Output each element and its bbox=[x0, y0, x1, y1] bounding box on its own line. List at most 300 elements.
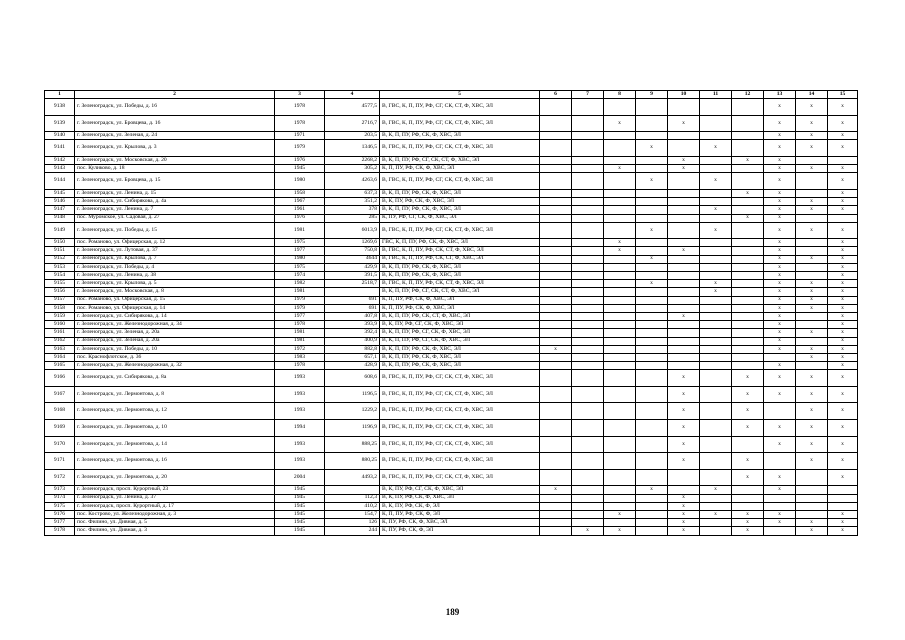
mark-cell-col8: x bbox=[604, 239, 636, 247]
mark-cell-col15: x bbox=[828, 206, 858, 214]
mark-cell-col14: x bbox=[796, 198, 828, 206]
row-id-cell: 9173 bbox=[45, 486, 75, 494]
table-row bbox=[45, 370, 858, 387]
utilities-cell: В, ГВС, К, П, ПУ, РФ, СГ, СК, СТ, Ф, ХВС, ЭЛ bbox=[380, 115, 540, 132]
mark-cell-col12: x bbox=[732, 453, 764, 470]
mark-cell-col12 bbox=[732, 362, 764, 370]
mark-cell-col11 bbox=[700, 214, 732, 222]
mark-cell-col10: x bbox=[668, 527, 700, 535]
mark-cell-col12 bbox=[732, 132, 764, 140]
mark-cell-col6 bbox=[540, 519, 572, 527]
mark-cell-col15 bbox=[828, 486, 858, 494]
table-row bbox=[45, 353, 858, 361]
mark-cell-col14 bbox=[796, 263, 828, 271]
mark-cell-col14: x bbox=[796, 115, 828, 132]
year-cell: 1977 bbox=[275, 247, 325, 255]
mark-cell-col14 bbox=[796, 189, 828, 197]
table-row bbox=[45, 280, 858, 288]
mark-cell-col12 bbox=[732, 353, 764, 361]
mark-cell-col7: x bbox=[572, 527, 604, 535]
mark-cell-col7 bbox=[572, 222, 604, 239]
mark-cell-col10 bbox=[668, 140, 700, 157]
table-row bbox=[45, 263, 858, 271]
mark-cell-col13: x bbox=[764, 469, 796, 486]
mark-cell-col7 bbox=[572, 370, 604, 387]
mark-cell-col10 bbox=[668, 362, 700, 370]
utilities-cell: В, ГВС, К, П, ПУ, РФ, СК, СГ, Ф, ХВС, ЭЛ bbox=[380, 255, 540, 263]
mark-cell-col11 bbox=[700, 519, 732, 527]
mark-cell-col11 bbox=[700, 494, 732, 502]
mark-cell-col13: x bbox=[764, 321, 796, 329]
mark-cell-col14 bbox=[796, 469, 828, 486]
mark-cell-col13: x bbox=[764, 519, 796, 527]
table-row bbox=[45, 469, 858, 486]
mark-cell-col14 bbox=[796, 486, 828, 494]
mark-cell-col9 bbox=[636, 189, 668, 197]
table-row bbox=[45, 403, 858, 420]
mark-cell-col8 bbox=[604, 362, 636, 370]
mark-cell-col7 bbox=[572, 494, 604, 502]
mark-cell-col6 bbox=[540, 280, 572, 288]
mark-cell-col9 bbox=[636, 247, 668, 255]
mark-cell-col9: x bbox=[636, 486, 668, 494]
mark-cell-col7 bbox=[572, 337, 604, 345]
table-row bbox=[45, 486, 858, 494]
table-row bbox=[45, 272, 858, 280]
mark-cell-col11: x bbox=[700, 280, 732, 288]
mark-cell-col8 bbox=[604, 453, 636, 470]
mark-cell-col9 bbox=[636, 132, 668, 140]
mark-cell-col15: x bbox=[828, 329, 858, 337]
year-cell: 1981 bbox=[275, 222, 325, 239]
mark-cell-col9 bbox=[636, 370, 668, 387]
mark-cell-col8 bbox=[604, 280, 636, 288]
area-cell: 880,25 bbox=[325, 453, 380, 470]
mark-cell-col14 bbox=[796, 272, 828, 280]
mark-cell-col11 bbox=[700, 436, 732, 453]
mark-cell-col15: x bbox=[828, 198, 858, 206]
year-cell: 1958 bbox=[275, 189, 325, 197]
mark-cell-col8 bbox=[604, 436, 636, 453]
mark-cell-col7 bbox=[572, 386, 604, 403]
year-cell: 1967 bbox=[275, 198, 325, 206]
mark-cell-col10: x bbox=[668, 156, 700, 164]
area-cell: 6013,9 bbox=[325, 222, 380, 239]
row-id-cell: 9153 bbox=[45, 263, 75, 271]
mark-cell-col12: x bbox=[732, 519, 764, 527]
mark-cell-col8 bbox=[604, 345, 636, 353]
mark-cell-col13 bbox=[764, 494, 796, 502]
mark-cell-col14 bbox=[796, 511, 828, 519]
mark-cell-col8 bbox=[604, 132, 636, 140]
mark-cell-col6 bbox=[540, 337, 572, 345]
mark-cell-col6: x bbox=[540, 486, 572, 494]
mark-cell-col14 bbox=[796, 362, 828, 370]
area-cell: 637,3 bbox=[325, 189, 380, 197]
mark-cell-col12: x bbox=[732, 386, 764, 403]
table-row bbox=[45, 214, 858, 222]
address-cell: г. Зеленоградск, ул. Лермонтова, д. 16 bbox=[75, 453, 275, 470]
mark-cell-col10 bbox=[668, 296, 700, 304]
mark-cell-col13: x bbox=[764, 329, 796, 337]
mark-cell-col11 bbox=[700, 296, 732, 304]
mark-cell-col15: x bbox=[828, 519, 858, 527]
mark-cell-col7 bbox=[572, 198, 604, 206]
utilities-cell: В, К, ПУ, РФ, СК, Ф, ХВС, ЭЛ bbox=[380, 198, 540, 206]
mark-cell-col8: x bbox=[604, 165, 636, 173]
mark-cell-col8 bbox=[604, 206, 636, 214]
table-row bbox=[45, 502, 858, 510]
mark-cell-col6 bbox=[540, 312, 572, 320]
address-cell: г. Зеленоградск, ул. Ленина, д. 7 bbox=[75, 206, 275, 214]
mark-cell-col12: x bbox=[732, 403, 764, 420]
mark-cell-col10: x bbox=[668, 494, 700, 502]
mark-cell-col7 bbox=[572, 321, 604, 329]
mark-cell-col14: x bbox=[796, 403, 828, 420]
year-cell: 1945 bbox=[275, 527, 325, 535]
table-row bbox=[45, 337, 858, 345]
mark-cell-col14: x bbox=[796, 420, 828, 437]
mark-cell-col15: x bbox=[828, 304, 858, 312]
mark-cell-col15: x bbox=[828, 527, 858, 535]
mark-cell-col7 bbox=[572, 132, 604, 140]
utilities-cell: В, К, ПУ, РФ, СГ, СК, Ф, ХВС, ЭЛ bbox=[380, 486, 540, 494]
address-cell: г. Зеленоградск, ул. Сибирякова, д. 4а bbox=[75, 198, 275, 206]
mark-cell-col11 bbox=[700, 321, 732, 329]
mark-cell-col8 bbox=[604, 189, 636, 197]
mark-cell-col10 bbox=[668, 214, 700, 222]
utilities-cell: В, К, П, ПУ, РФ, СГ, СК, Ф, ХВС, ЭЛ bbox=[380, 329, 540, 337]
mark-cell-col10 bbox=[668, 239, 700, 247]
mark-cell-col10: x bbox=[668, 386, 700, 403]
row-id-cell: 9152 bbox=[45, 255, 75, 263]
row-id-cell: 9154 bbox=[45, 272, 75, 280]
mark-cell-col14: x bbox=[796, 255, 828, 263]
area-cell: 285 bbox=[325, 214, 380, 222]
mark-cell-col7 bbox=[572, 239, 604, 247]
mark-cell-col8 bbox=[604, 494, 636, 502]
mark-cell-col9 bbox=[636, 296, 668, 304]
address-cell: г. Зеленоградск, ул. Бровцева, д. 16 bbox=[75, 115, 275, 132]
area-cell: 410,2 bbox=[325, 502, 380, 510]
mark-cell-col15 bbox=[828, 502, 858, 510]
mark-cell-col12 bbox=[732, 115, 764, 132]
year-cell: 1979 bbox=[275, 304, 325, 312]
mark-cell-col9 bbox=[636, 206, 668, 214]
mark-cell-col13: x bbox=[764, 165, 796, 173]
address-cell: г. Зеленоградск, ул. Ленина, д. 15 bbox=[75, 189, 275, 197]
area-cell: 391,5 bbox=[325, 272, 380, 280]
row-id-cell: 9178 bbox=[45, 527, 75, 535]
mark-cell-col12 bbox=[732, 296, 764, 304]
mark-cell-col9 bbox=[636, 321, 668, 329]
year-cell: 1978 bbox=[275, 99, 325, 116]
mark-cell-col14: x bbox=[796, 329, 828, 337]
table-row bbox=[45, 386, 858, 403]
address-cell: г. Зеленоградск, ул. Крылова, д. 5 bbox=[75, 280, 275, 288]
mark-cell-col14: x bbox=[796, 132, 828, 140]
area-cell: 112,3 bbox=[325, 494, 380, 502]
mark-cell-col8 bbox=[604, 296, 636, 304]
mark-cell-col14: x bbox=[796, 99, 828, 116]
mark-cell-col9 bbox=[636, 519, 668, 527]
row-id-cell: 9176 bbox=[45, 511, 75, 519]
mark-cell-col6 bbox=[540, 214, 572, 222]
header-cell: 9 bbox=[636, 91, 668, 99]
mark-cell-col10 bbox=[668, 198, 700, 206]
table-row bbox=[45, 527, 858, 535]
year-cell: 1976 bbox=[275, 156, 325, 164]
mark-cell-col14: x bbox=[796, 296, 828, 304]
row-id-cell: 9160 bbox=[45, 321, 75, 329]
mark-cell-col13: x bbox=[764, 420, 796, 437]
mark-cell-col8: x bbox=[604, 115, 636, 132]
area-cell: 1269,6 bbox=[325, 239, 380, 247]
address-cell: г. Зеленоградск, ул. Победы, д. 16 bbox=[75, 99, 275, 116]
mark-cell-col9 bbox=[636, 511, 668, 519]
mark-cell-col11 bbox=[700, 362, 732, 370]
mark-cell-col9 bbox=[636, 115, 668, 132]
mark-cell-col11 bbox=[700, 272, 732, 280]
mark-cell-col7 bbox=[572, 280, 604, 288]
mark-cell-col11 bbox=[700, 502, 732, 510]
area-cell: 4263,6 bbox=[325, 173, 380, 190]
mark-cell-col14: x bbox=[796, 527, 828, 535]
address-cell: г. Зеленоградск, ул. Победы, д. 4 bbox=[75, 263, 275, 271]
mark-cell-col9: x bbox=[636, 140, 668, 157]
mark-cell-col10 bbox=[668, 222, 700, 239]
mark-cell-col14: x bbox=[796, 280, 828, 288]
row-id-cell: 9147 bbox=[45, 206, 75, 214]
mark-cell-col8 bbox=[604, 403, 636, 420]
area-cell bbox=[325, 486, 380, 494]
address-cell: г. Зеленоградск, ул. Лермонтова, д. 14 bbox=[75, 436, 275, 453]
mark-cell-col7 bbox=[572, 214, 604, 222]
mark-cell-col13: x bbox=[764, 189, 796, 197]
row-id-cell: 9151 bbox=[45, 247, 75, 255]
mark-cell-col8 bbox=[604, 156, 636, 164]
mark-cell-col8 bbox=[604, 329, 636, 337]
mark-cell-col6 bbox=[540, 453, 572, 470]
mark-cell-col14: x bbox=[796, 519, 828, 527]
mark-cell-col6 bbox=[540, 206, 572, 214]
mark-cell-col13 bbox=[764, 453, 796, 470]
year-cell: 1983 bbox=[275, 353, 325, 361]
year-cell: 1961 bbox=[275, 206, 325, 214]
mark-cell-col14 bbox=[796, 502, 828, 510]
table-row bbox=[45, 494, 858, 502]
mark-cell-col9 bbox=[636, 214, 668, 222]
header-cell: 5 bbox=[380, 91, 540, 99]
mark-cell-col13: x bbox=[764, 486, 796, 494]
mark-cell-col6 bbox=[540, 386, 572, 403]
mark-cell-col7 bbox=[572, 511, 604, 519]
address-cell: г. Зеленоградск, ул. Лермонтова, д. 8 bbox=[75, 386, 275, 403]
table-row bbox=[45, 173, 858, 190]
year-cell: 1982 bbox=[275, 280, 325, 288]
mark-cell-col13: x bbox=[764, 296, 796, 304]
mark-cell-col7 bbox=[572, 255, 604, 263]
mark-cell-col9 bbox=[636, 436, 668, 453]
area-cell: 691 bbox=[325, 304, 380, 312]
table-row bbox=[45, 304, 858, 312]
mark-cell-col8 bbox=[604, 263, 636, 271]
mark-cell-col8 bbox=[604, 99, 636, 116]
mark-cell-col15: x bbox=[828, 321, 858, 329]
year-cell: 1993 bbox=[275, 386, 325, 403]
mark-cell-col9 bbox=[636, 420, 668, 437]
mark-cell-col10: x bbox=[668, 436, 700, 453]
mark-cell-col6 bbox=[540, 403, 572, 420]
year-cell: 1993 bbox=[275, 436, 325, 453]
mark-cell-col13: x bbox=[764, 247, 796, 255]
table-row bbox=[45, 453, 858, 470]
mark-cell-col7 bbox=[572, 502, 604, 510]
mark-cell-col13: x bbox=[764, 222, 796, 239]
address-cell: г. Зеленоградск, ул. Железнодорожная, д. 32 bbox=[75, 362, 275, 370]
page-number: 189 bbox=[445, 607, 460, 617]
mark-cell-col8 bbox=[604, 255, 636, 263]
mark-cell-col8 bbox=[604, 519, 636, 527]
mark-cell-col9 bbox=[636, 165, 668, 173]
header-cell: 7 bbox=[572, 91, 604, 99]
mark-cell-col12: x bbox=[732, 189, 764, 197]
mark-cell-col10: x bbox=[668, 165, 700, 173]
table-row bbox=[45, 239, 858, 247]
mark-cell-col11 bbox=[700, 247, 732, 255]
mark-cell-col7 bbox=[572, 156, 604, 164]
table-row bbox=[45, 519, 858, 527]
area-cell: 608,6 bbox=[325, 370, 380, 387]
area-cell: 750,8 bbox=[325, 247, 380, 255]
utilities-cell: К, ПУ, РФ, СГ, СК, Ф, ХВС, ЭЛ bbox=[380, 214, 540, 222]
utilities-cell: В, К, П, ПУ, РФ, СК, Ф, ХВС, ЭЛ bbox=[380, 263, 540, 271]
row-id-cell: 9177 bbox=[45, 519, 75, 527]
mark-cell-col6 bbox=[540, 329, 572, 337]
mark-cell-col12 bbox=[732, 255, 764, 263]
mark-cell-col14 bbox=[796, 321, 828, 329]
mark-cell-col7 bbox=[572, 272, 604, 280]
mark-cell-col10 bbox=[668, 99, 700, 116]
mark-cell-col14: x bbox=[796, 386, 828, 403]
utilities-cell: В, К, ПУ, РФ, СК, Ф, ХВС, ЭЛ bbox=[380, 494, 540, 502]
area-cell: 2716,7 bbox=[325, 115, 380, 132]
mark-cell-col6 bbox=[540, 362, 572, 370]
mark-cell-col15: x bbox=[828, 165, 858, 173]
year-cell: 1993 bbox=[275, 370, 325, 387]
address-cell: г. Зеленоградск, ул. Лермонтова, д. 10 bbox=[75, 420, 275, 437]
mark-cell-col11 bbox=[700, 527, 732, 535]
address-cell: пос. Муромское, ул. Садовая, д. 27 bbox=[75, 214, 275, 222]
area-cell: 1196,5 bbox=[325, 386, 380, 403]
year-cell: 1993 bbox=[275, 453, 325, 470]
mark-cell-col14 bbox=[796, 239, 828, 247]
mark-cell-col13: x bbox=[764, 239, 796, 247]
header-cell: 10 bbox=[668, 91, 700, 99]
mark-cell-col7 bbox=[572, 312, 604, 320]
mark-cell-col15: x bbox=[828, 247, 858, 255]
area-cell: 4644 bbox=[325, 255, 380, 263]
utilities-cell: ГВС, К, П, ПУ, РФ, СК, Ф, ХВС, ЭЛ bbox=[380, 239, 540, 247]
table-row bbox=[45, 222, 858, 239]
mark-cell-col15: x bbox=[828, 140, 858, 157]
mark-cell-col15: x bbox=[828, 132, 858, 140]
address-cell: пос. Филино, ул. Дивная, д. 5 bbox=[75, 519, 275, 527]
mark-cell-col13: x bbox=[764, 115, 796, 132]
mark-cell-col9 bbox=[636, 403, 668, 420]
row-id-cell: 9175 bbox=[45, 502, 75, 510]
mark-cell-col10 bbox=[668, 263, 700, 271]
year-cell: 1980 bbox=[275, 255, 325, 263]
table-row bbox=[45, 165, 858, 173]
utilities-cell: В, ГВС, К, П, ПУ, РФ, СГ, СК, СТ, Ф, ХВС, ЭЛ bbox=[380, 140, 540, 157]
area-cell: 400,9 bbox=[325, 337, 380, 345]
row-id-cell: 9170 bbox=[45, 436, 75, 453]
year-cell: 1978 bbox=[275, 362, 325, 370]
mark-cell-col14 bbox=[796, 247, 828, 255]
area-cell: 4577,5 bbox=[325, 99, 380, 116]
table-row bbox=[45, 247, 858, 255]
address-cell: пос. Краснофлотское, д. 36 bbox=[75, 353, 275, 361]
mark-cell-col13: x bbox=[764, 198, 796, 206]
mark-cell-col15: x bbox=[828, 353, 858, 361]
area-cell: 393,9 bbox=[325, 321, 380, 329]
mark-cell-col13: x bbox=[764, 206, 796, 214]
mark-cell-col6 bbox=[540, 198, 572, 206]
address-cell: пос. Куликово, д. 18 bbox=[75, 165, 275, 173]
mark-cell-col15: x bbox=[828, 280, 858, 288]
mark-cell-col12 bbox=[732, 486, 764, 494]
row-id-cell: 9146 bbox=[45, 198, 75, 206]
mark-cell-col10 bbox=[668, 206, 700, 214]
mark-cell-col11 bbox=[700, 345, 732, 353]
mark-cell-col12 bbox=[732, 312, 764, 320]
mark-cell-col8 bbox=[604, 386, 636, 403]
mark-cell-col14: x bbox=[796, 140, 828, 157]
area-cell: 154,7 bbox=[325, 511, 380, 519]
mark-cell-col7 bbox=[572, 165, 604, 173]
row-id-cell: 9158 bbox=[45, 304, 75, 312]
mark-cell-col15: x bbox=[828, 511, 858, 519]
mark-cell-col7 bbox=[572, 288, 604, 296]
row-id-cell: 9168 bbox=[45, 403, 75, 420]
table-row bbox=[45, 156, 858, 164]
mark-cell-col14: x bbox=[796, 304, 828, 312]
mark-cell-col13 bbox=[764, 502, 796, 510]
utilities-cell: К, П, ПУ, РФ, СК, Ф, ХВС, ЭЛ bbox=[380, 304, 540, 312]
mark-cell-col11 bbox=[700, 453, 732, 470]
mark-cell-col13: x bbox=[764, 345, 796, 353]
year-cell: 1976 bbox=[275, 214, 325, 222]
mark-cell-col13: x bbox=[764, 288, 796, 296]
mark-cell-col11 bbox=[700, 165, 732, 173]
mark-cell-col12 bbox=[732, 140, 764, 157]
utilities-cell: В, К, П, ПУ, РФ, СГ, СК, СТ, Ф, ХВС, ЭЛ bbox=[380, 288, 540, 296]
mark-cell-col15: x bbox=[828, 386, 858, 403]
table-row bbox=[45, 296, 858, 304]
mark-cell-col8 bbox=[604, 288, 636, 296]
mark-cell-col10: x bbox=[668, 511, 700, 519]
utilities-cell: В, К, П, ПУ, РФ, СК, Ф, ХВС, ЭЛ bbox=[380, 353, 540, 361]
mark-cell-col15: x bbox=[828, 173, 858, 190]
row-id-cell: 9145 bbox=[45, 189, 75, 197]
mark-cell-col9 bbox=[636, 494, 668, 502]
mark-cell-col13: x bbox=[764, 140, 796, 157]
year-cell: 1977 bbox=[275, 312, 325, 320]
mark-cell-col6 bbox=[540, 353, 572, 361]
mark-cell-col13: x bbox=[764, 362, 796, 370]
mark-cell-col12 bbox=[732, 337, 764, 345]
